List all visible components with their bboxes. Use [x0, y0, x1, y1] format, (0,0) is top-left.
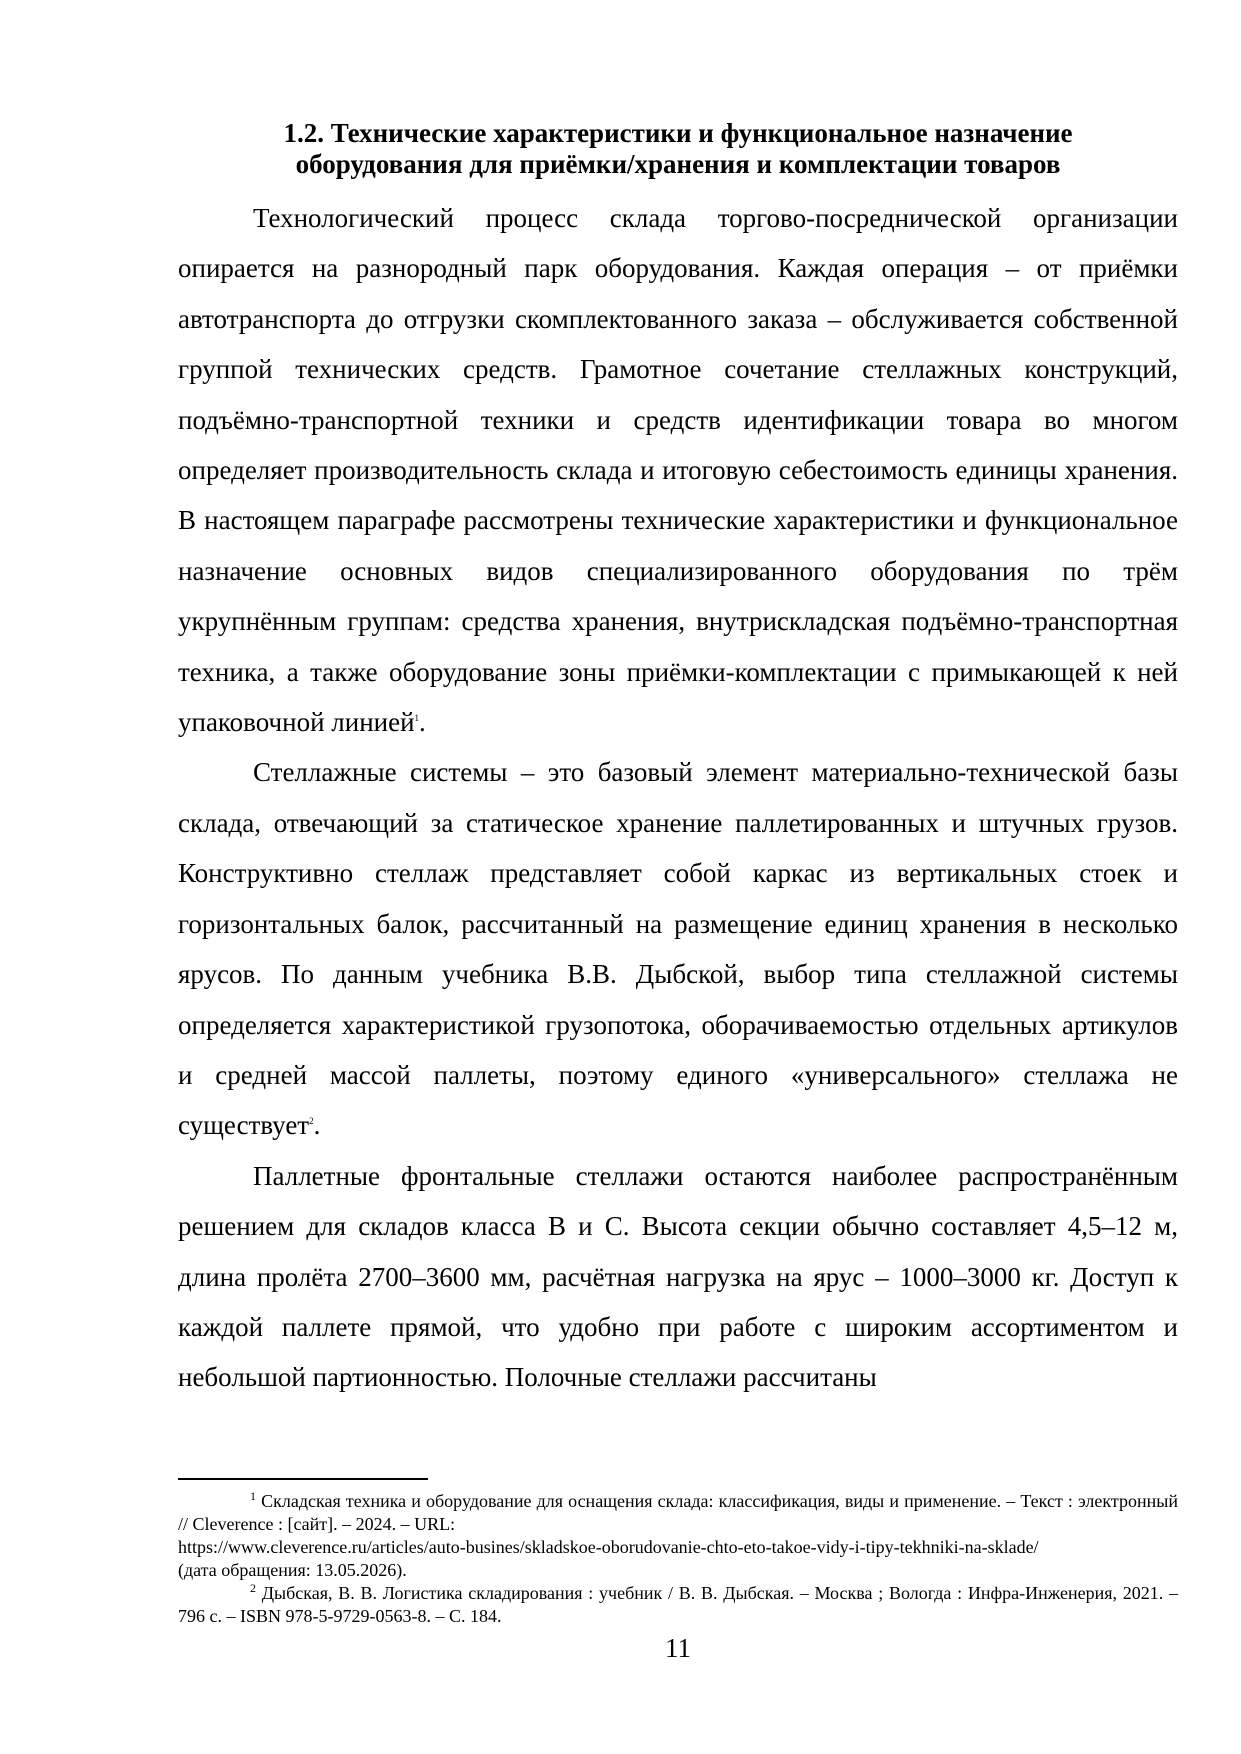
footnote-1-mark: 1 [250, 1489, 256, 1503]
footnote-2-text: Дыбская, В. В. Логистика складирования : учебник / В. В. Дыбская. – Москва ; Вологда : Инфра-Инженерия, 2021. – 796 с. – ISBN 978-5-9729-0563-8. – С. 184. [178, 1583, 1178, 1626]
paragraph-1-end: . [419, 707, 426, 738]
paragraph-3 [178, 1151, 1178, 1403]
page-number: 11 [665, 1633, 691, 1663]
paragraph-2-end: . [313, 1110, 321, 1141]
footnote-separator [178, 1478, 428, 1480]
footnote-2 [178, 1582, 1178, 1628]
footnote-2-mark: 2 [250, 1581, 256, 1595]
footnote-1-text: Складская техника и оборудование для оснащения склада: классификация, виды и применение. – Текст : электронный // Cleverence : [сайт]. – 2024. – URL: [178, 1491, 1178, 1534]
footnote-1-url[interactable]: https://www.cleverence.ru/articles/auto-busines/skladskoe-oborudovanie-chto-eto-takoe-vidy-i-tipy-tekhniki-na-sklade/ [178, 1537, 1039, 1557]
footnote-ref-2[interactable]: 2 [309, 1116, 314, 1127]
footnote-1 [178, 1490, 1178, 1536]
section-heading [178, 118, 1178, 180]
section-heading-line-1: 1.2. Технические характеристики и функциональное назначение [283, 118, 1073, 148]
paragraph-1 [178, 193, 1178, 747]
paragraph-3-text: Паллетные фронтальные стеллажи остаются наиболее распространённым решением для складов класса B и C. Высота секции обычно составляет 4,5–12 м, длина пролёта 2700–3600 мм, расчётная нагрузка на ярус – 1000–3000 кг. Доступ к каждой паллете прямой, что удобно при работе с широким ассортиментом и небольшой партионностью. Полочные стеллажи рассчитаны [178, 1160, 1178, 1393]
paragraph-1-text: Технологический процесс склада торгово-посреднической организации опирается на разнородный парк оборудования. Каждая операция – от приёмки автотранспорта до отгрузки скомплектованного заказа – обслуживается собственной группой технических средств. Грамотное сочетание стеллажных конструкций, подъёмно-транспортной техники и средств идентификации товара во многом определяет производительность склада и итоговую себестоимость единицы хранения. В настоящем параграфе рассмотрены технические характеристики и функциональное назначение основных видов специализированного оборудования по трём укрупнённым группам: средства хранения, внутрискладская подъёмно-транспортная техника, а также оборудование зоны приёмки-комплектации с примыкающей к ней упаковочной линией [178, 203, 1178, 738]
paragraph-2-text: Стеллажные системы – это базовый элемент материально-технической базы склада, отвечающий за статическое хранение паллетированных и штучных грузов. Конструктивно стеллаж представляет собой каркас из вертикальных стоек и горизонтальных балок, рассчитанный на размещение единиц хранения в несколько ярусов. По данным учебника В.В. Дыбской, выбор типа стеллажной системы определяется характеристикой грузопотока, оборачиваемостью отдельных артикулов и средней массой паллеты, поэтому единого «универсального» стеллажа не существует [178, 757, 1178, 1141]
footnote-ref-1[interactable]: 1 [414, 713, 420, 724]
section-heading-line-2: оборудования для приёмки/хранения и комплектации товаров [295, 149, 1061, 179]
paragraph-2 [178, 747, 1178, 1150]
footnotes [178, 1490, 1178, 1628]
footnote-1-access-date: (дата обращения: 13.05.2026). [178, 1560, 407, 1580]
body-text [178, 193, 1178, 1403]
